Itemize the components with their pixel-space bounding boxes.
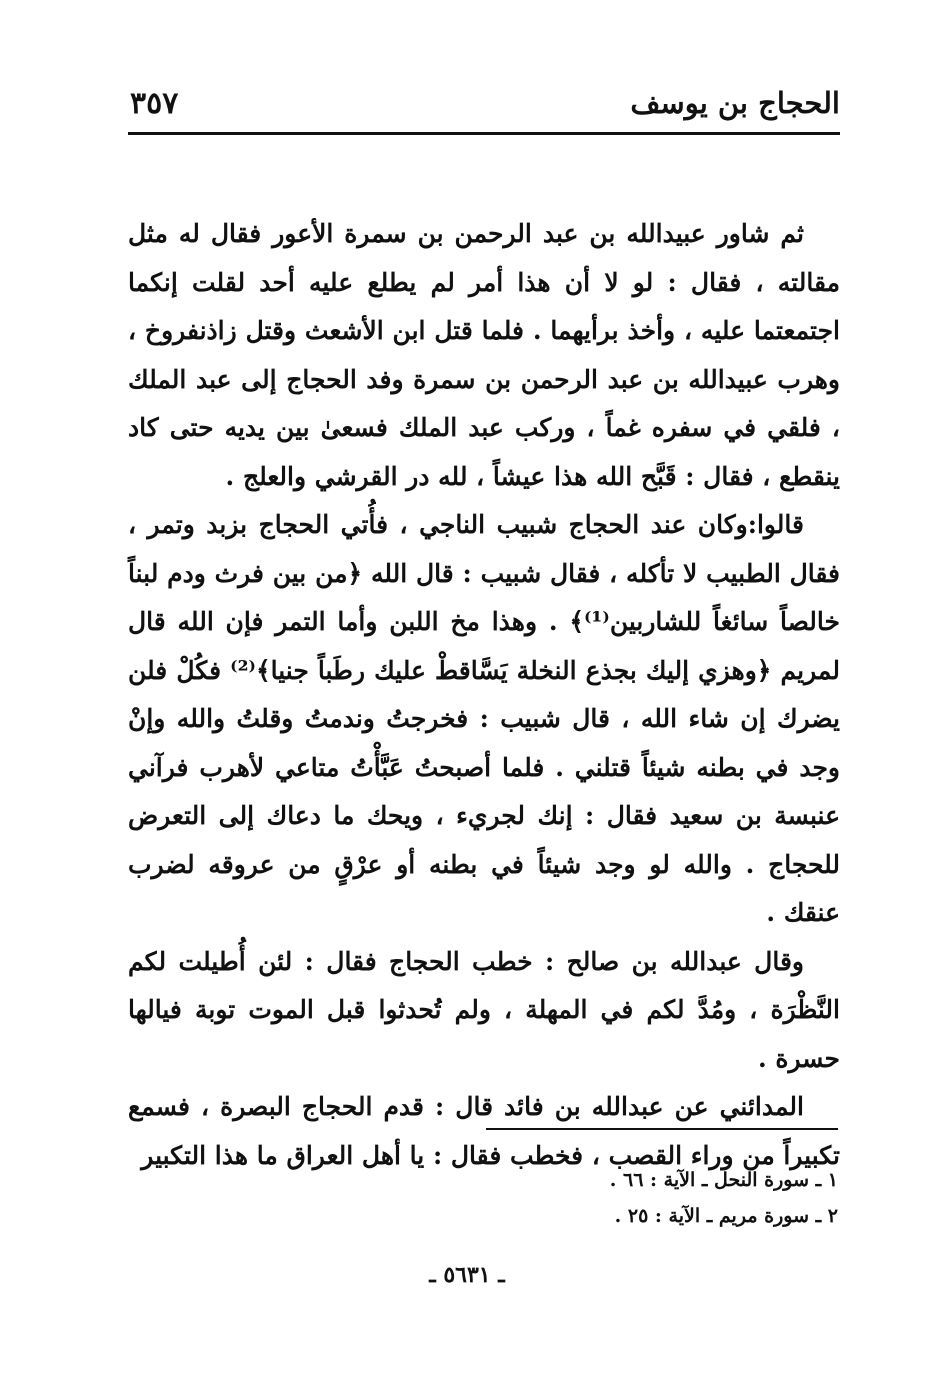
body-text [128, 210, 840, 1180]
page-number: ٣٥٧ [130, 86, 179, 121]
page-header [128, 84, 840, 136]
paragraph: قالوا:وكان عند الحجاج شبيب الناجي ، فأُتي الحجاج بزبد وتمر ، فقال الطبيب لا تأكله ، فقال شبيب : قال الله ﴿من بين فرث ودم لبناً خالصاً سائغاً للشاربين⁽¹⁾﴾ . وهذا مخ اللبن وأما التمر فإن الله قال لمريم ﴿وهزي إليك بجذع النخلة يَسَّاقطْ عليك رطَباً جنيا﴾⁽²⁾ فكُلْ فلن يضرك إن شاء الله ، قال شبيب : فخرجتُ وندمتُ وقلتُ والله وإنْ وجد في بطنه شيئاً قتلني . فلما أصبحتُ عَبَّأْتُ متاعي لأهرب فرآني عنبسة بن سعيد فقال : إنك لجريء ، ويحك ما دعاك إلى التعرض للحجاج . والله لو وجد شيئاً في بطنه أو عرْقٍ من عروقه لضرب عنقك . [128, 510, 841, 927]
paragraph: وقال عبدالله بن صالح : خطب الحجاج فقال : لئن أُطيلت لكم النَّظْرَة ، ومُدَّ لكم في المهلة ، ولم تُحدثوا قبل الموت توبة فيالها حسرة . [128, 946, 840, 1073]
header-rule [128, 132, 840, 135]
footnote-rule [486, 1128, 838, 1130]
footnote: ٢ ـ سورة مريم ـ الآية : ٢٥ . [614, 1205, 838, 1227]
paragraph: المدائني عن عبدالله بن فائد قال : قدم الحجاج البصرة ، فسمع تكبيراً من وراء القصب ، فخطب فقال : يا أهل العراق ما هذا التكبير [128, 1092, 840, 1170]
footnotes [338, 1162, 838, 1234]
footnote: ١ ـ سورة النحل ـ الآية : ٦٦ . [609, 1169, 838, 1191]
folio-number: ـ ٥٦٣١ ـ [429, 1262, 505, 1288]
paragraph: ثم شاور عبيدالله بن عبد الرحمن بن سمرة الأعور فقال له مثل مقالته ، فقال : لو لا أن هذا أمر لم يطلع عليه أحد لقلت إنكما اجتمعتما عليه ، وأخذ برأيهما . فلما قتل ابن الأشعث وقتل زاذنفروخ ، وهرب عبيدالله بن عبد الرحمن بن سمرة وفد الحجاج إلى عبد الملك ، فلقي في سفره غماً ، وركب عبد الملك فسعىٰ بين يديه حتى كاد ينقطع ، فقال : قَبَّح الله هذا عيشاً ، لله در القرشي والعلج . [128, 219, 840, 491]
running-title: الحجاج بن يوسف [630, 86, 840, 120]
